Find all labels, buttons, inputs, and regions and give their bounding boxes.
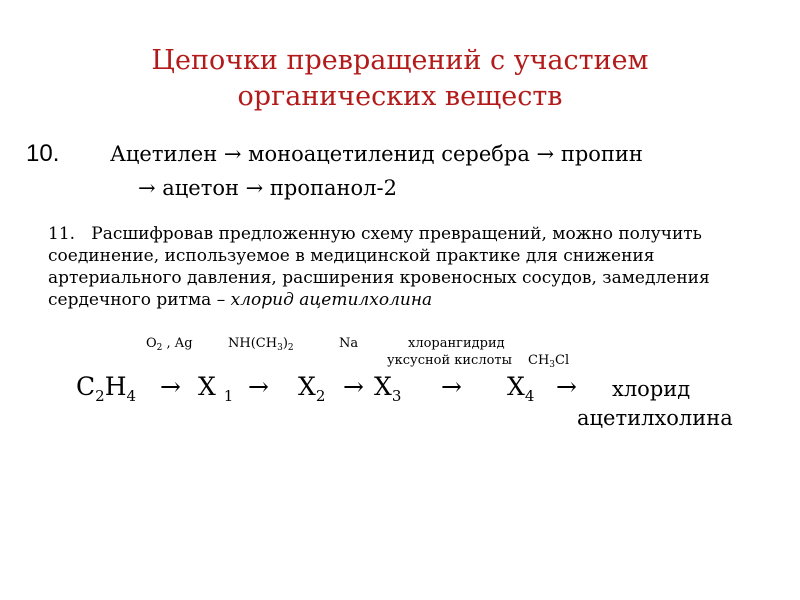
chain-arrow-5: → (556, 372, 577, 401)
chain-product-line2: ацетилхолина (577, 406, 733, 430)
task-11-paragraph (48, 223, 768, 311)
reagent-4-line2: уксусной кислоты (387, 353, 512, 368)
task-11-text: Расшифровав предложенную схему превращений, можно получить соединение, используемое в медицинской практике для снижения артериального давления, расширения кровеносных сосудов, замедления сердечного ритма – (48, 224, 710, 310)
slide-title-line2: органических веществ (237, 81, 563, 112)
task-10-chain-line2: → ацетон → пропанол-2 (138, 176, 397, 200)
chain-arrow-4: → (441, 372, 462, 401)
reagent-4-line1: хлорангидрид (408, 336, 505, 351)
slide-title-line1: Цепочки превращений с участием (151, 45, 649, 76)
task-11-highlight: хлорид ацетилхолина (230, 290, 433, 310)
task-11-number: 11. (48, 224, 76, 244)
chain-arrow-3: → (343, 372, 364, 401)
chain-arrow-1: → (160, 372, 181, 401)
chain-x2: $X_2$ (298, 372, 326, 405)
chain-x1: X $_1$ (198, 372, 234, 405)
reagent-2: $NH(CH_3)_2$ (228, 336, 294, 353)
reagent-1: $O_2$ , Ag (146, 336, 193, 353)
chain-x4: $X_4$ (507, 372, 535, 405)
reagent-5: $CH_3Cl$ (528, 353, 570, 370)
task-10-number: 10. (26, 140, 60, 167)
reagent-3: Na (339, 336, 359, 351)
chain-arrow-2: → (248, 372, 269, 401)
task-10-chain-line1: Ацетилен → моноацетиленид серебра → пропин (110, 142, 643, 166)
chain-start: $C_2H_4$ (76, 372, 137, 405)
chain-x3: $X_3$ (374, 372, 402, 405)
chain-product-line1: хлорид (612, 377, 691, 401)
